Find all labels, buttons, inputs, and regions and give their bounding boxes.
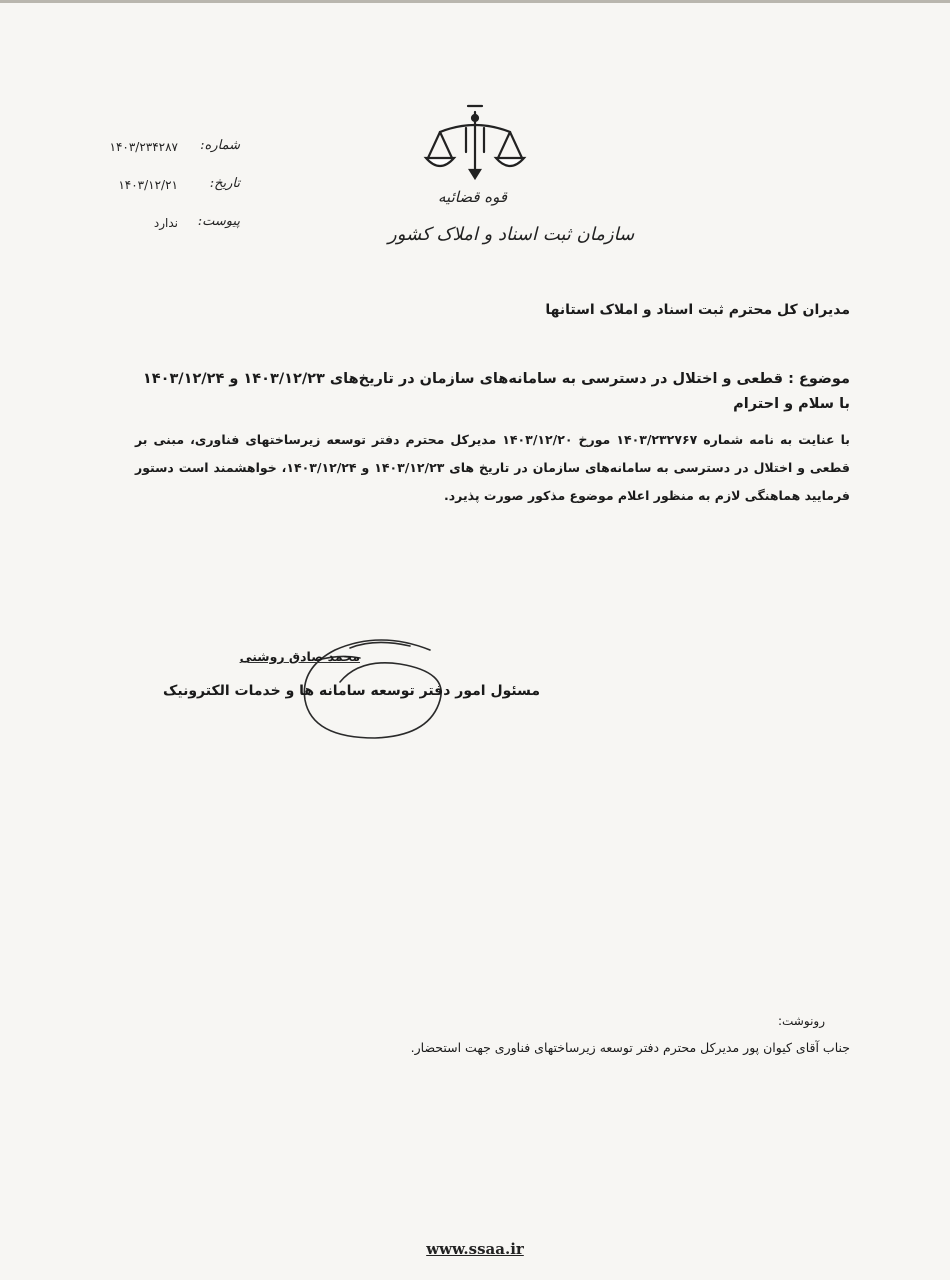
scales-of-justice-icon bbox=[400, 98, 550, 198]
judiciary-emblem bbox=[388, 98, 635, 258]
date-label: تاریخ: bbox=[209, 176, 240, 191]
top-edge-line bbox=[0, 0, 950, 3]
greeting: با سلام و احترام bbox=[733, 396, 850, 412]
cc-recipient: جناب آقای کیوان پور مدیرکل محترم دفتر توسعه زیرساختهای فناوری جهت استحضار. bbox=[410, 1040, 850, 1055]
signatory-name: محمد صادق روشنی bbox=[239, 649, 360, 664]
letterhead-judiciary: قوه قضائیه bbox=[438, 188, 508, 206]
date-value: ۱۴۰۳/۱۲/۲۱ bbox=[118, 178, 178, 192]
addressee: مدیران کل محترم ثبت اسناد و املاک استانها bbox=[545, 302, 850, 318]
attachment-value: ندارد bbox=[153, 216, 178, 230]
cc-label: رونوشت: bbox=[777, 1014, 825, 1028]
attachment-label: پیوست: bbox=[197, 214, 240, 229]
footer-website-link[interactable]: www.ssaa.ir bbox=[426, 1240, 524, 1258]
subject-line: موضوع : قطعی و اختلال در دسترسی به سامانه‌های سازمان در تاریخ‌های ۱۴۰۳/۱۲/۲۳ و ۱۴۰۳/۱۲/۲۴ bbox=[142, 371, 850, 387]
body-paragraph: با عنایت به نامه شماره ۱۴۰۳/۲۳۲۷۶۷ مورخ ۱۴۰۳/۱۲/۲۰ مدیرکل محترم دفتر توسعه زیرساختهای فناوری، مبنی بر قطعی و اختلال در دسترسی به سامانه‌های سازمان در تاریخ های ۱۴۰۳/۱۲/۲۳ و ۱۴۰۳/۱۲/۲۴، خواهشمند است دستور فرمایید هماهنگی لازم به منظور اعلام موضوع مذکور صورت پذیرد. bbox=[135, 432, 850, 503]
meta-number-row bbox=[60, 138, 240, 162]
number-label: شماره: bbox=[200, 138, 240, 153]
meta-attachment-row bbox=[60, 214, 240, 238]
number-value: ۱۴۰۳/۲۳۴۲۸۷ bbox=[109, 140, 178, 154]
meta-date-row bbox=[60, 176, 240, 200]
signatory-title: مسئول امور دفتر توسعه سامانه ها و خدمات الکترونیک bbox=[163, 683, 540, 699]
letterhead-organization: سازمان ثبت اسناد و املاک کشور bbox=[388, 224, 635, 245]
